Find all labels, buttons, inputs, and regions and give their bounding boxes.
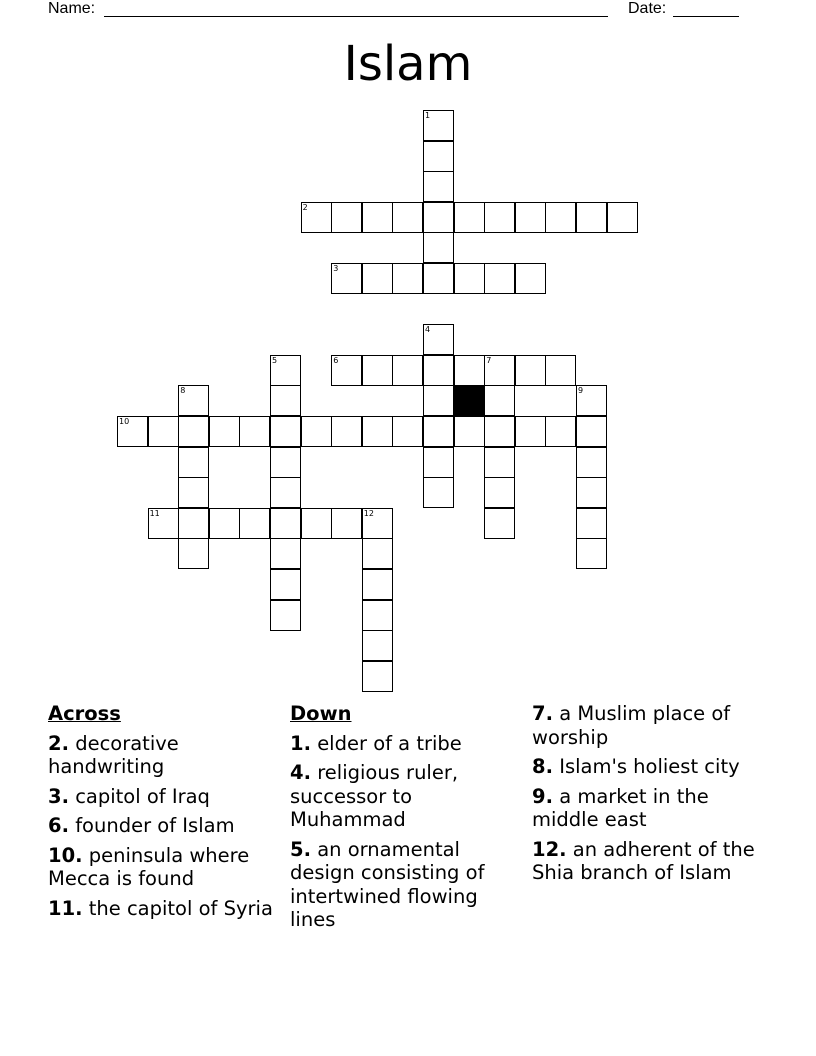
grid-cell[interactable] [576, 202, 607, 233]
grid-cell[interactable] [239, 508, 270, 539]
grid-cell[interactable] [545, 416, 576, 447]
cell-number: 5 [272, 355, 278, 365]
clue-text: peninsula where Mecca is found [48, 843, 250, 890]
grid-cell[interactable] [545, 202, 576, 233]
clue-down-1 [290, 732, 526, 756]
down-clues [290, 702, 526, 938]
cell-number: 9 [578, 386, 584, 396]
grid-cell[interactable] [270, 385, 301, 416]
grid-cell[interactable] [301, 508, 332, 539]
grid-cell[interactable] [362, 263, 393, 294]
grid-cell[interactable] [270, 447, 301, 478]
grid-cell[interactable] [392, 263, 423, 294]
cell-number: 7 [486, 355, 492, 365]
grid-cell[interactable] [484, 416, 515, 447]
down-heading: Down [290, 702, 352, 725]
grid-cell[interactable] [117, 416, 148, 447]
clue-number: 10. [48, 843, 83, 867]
grid-cell[interactable] [178, 385, 209, 416]
grid-cell[interactable] [576, 538, 607, 569]
grid-cell[interactable] [423, 324, 454, 355]
grid-cell[interactable] [392, 355, 423, 386]
grid-cell[interactable] [331, 355, 362, 386]
grid-cell[interactable] [209, 508, 240, 539]
clue-number: 11. [48, 896, 83, 920]
cell-number: 1 [425, 111, 431, 120]
clue-text: Islam's holiest city [559, 755, 740, 778]
grid-cell[interactable] [270, 416, 301, 447]
down-clues-continued [532, 702, 768, 891]
grid-cell[interactable] [423, 416, 454, 447]
grid-cell[interactable] [362, 416, 393, 447]
clue-text: founder of Islam [75, 814, 235, 837]
clue-text: the capitol of Syria [88, 896, 273, 920]
grid-cell[interactable] [331, 263, 362, 294]
clue-text: elder of a tribe [317, 731, 462, 755]
grid-cell[interactable] [484, 202, 515, 233]
clue-across-6 [48, 814, 284, 838]
grid-cell[interactable] [576, 447, 607, 478]
grid-cell[interactable] [239, 416, 270, 447]
clue-text: an ornamental design consisting of intertwined flowing lines [290, 837, 485, 931]
grid-cell[interactable] [392, 202, 423, 233]
grid-cell[interactable] [270, 538, 301, 569]
clue-down-5 [290, 838, 526, 932]
grid-cell[interactable] [576, 385, 607, 416]
clue-across-2 [48, 732, 284, 779]
grid-cell[interactable] [148, 508, 179, 539]
clue-number: 8. [532, 755, 553, 778]
grid-cell[interactable] [423, 110, 454, 141]
grid-cell[interactable] [454, 355, 485, 386]
grid-cell[interactable] [362, 661, 393, 692]
across-heading: Across [48, 702, 121, 725]
clue-number: 5. [290, 837, 311, 861]
grid-cell[interactable] [362, 202, 393, 233]
clue-down-7 [532, 702, 768, 749]
grid-cell[interactable] [270, 569, 301, 600]
grid-cell[interactable] [423, 202, 454, 233]
clue-number: 7. [532, 702, 553, 725]
cell-number: 3 [333, 264, 339, 273]
clue-number: 4. [290, 761, 311, 784]
clue-number: 1. [290, 731, 311, 755]
cell-number: 11 [149, 508, 160, 518]
grid-cell[interactable] [576, 416, 607, 447]
clue-text: a market in the middle east [532, 784, 709, 831]
grid-cell[interactable] [515, 202, 546, 233]
grid-cell[interactable] [331, 202, 362, 233]
clue-across-3 [48, 785, 284, 809]
grid-cell[interactable] [178, 416, 209, 447]
grid-cell[interactable] [362, 569, 393, 600]
grid-cell[interactable] [331, 416, 362, 447]
grid-cell[interactable] [484, 477, 515, 508]
grid-cell[interactable] [362, 355, 393, 386]
grid-cell[interactable] [484, 447, 515, 478]
grid-block [454, 385, 485, 416]
grid-cell[interactable] [515, 263, 546, 294]
grid-cell[interactable] [423, 263, 454, 294]
grid-cell[interactable] [270, 355, 301, 386]
grid-cell[interactable] [515, 416, 546, 447]
clue-number: 2. [48, 731, 69, 755]
grid-cell[interactable] [545, 355, 576, 386]
grid-cell[interactable] [484, 385, 515, 416]
grid-cell[interactable] [362, 508, 393, 539]
grid-cell[interactable] [484, 263, 515, 294]
clue-text: religious ruler, successor to Muhammad [290, 761, 459, 831]
grid-cell[interactable] [270, 477, 301, 508]
cell-number: 8 [180, 386, 186, 396]
grid-cell[interactable] [423, 232, 454, 263]
cell-number: 4 [425, 325, 431, 335]
grid-cell[interactable] [178, 447, 209, 478]
clue-text: a Muslim place of worship [532, 702, 731, 749]
grid-cell[interactable] [454, 263, 485, 294]
grid-cell[interactable] [178, 508, 209, 539]
grid-cell[interactable] [454, 202, 485, 233]
puzzle-title: Islam [343, 36, 473, 92]
clue-text: capitol of Iraq [75, 784, 210, 808]
grid-cell[interactable] [423, 171, 454, 202]
clue-across-11 [48, 897, 284, 921]
grid-cell[interactable] [148, 416, 179, 447]
clue-down-4 [290, 761, 526, 832]
clue-down-12 [532, 838, 768, 885]
clue-number: 9. [532, 784, 553, 808]
grid-cell[interactable] [576, 508, 607, 539]
cell-number: 12 [363, 508, 374, 518]
grid-cell[interactable] [362, 630, 393, 661]
date-label: Date: [628, 0, 667, 17]
grid-cell[interactable] [423, 141, 454, 172]
grid-cell[interactable] [301, 202, 332, 233]
grid-cell[interactable] [270, 600, 301, 631]
name-label: Name: [48, 0, 96, 17]
grid-cell[interactable] [362, 538, 393, 569]
grid-cell[interactable] [484, 355, 515, 386]
clue-text: an adherent of the Shia branch of Islam [532, 837, 755, 884]
across-clues [48, 702, 284, 926]
clue-text: decorative handwriting [48, 731, 179, 778]
grid-cell[interactable] [454, 416, 485, 447]
clue-down-8 [532, 755, 768, 779]
grid-cell[interactable] [270, 508, 301, 539]
grid-cell[interactable] [423, 355, 454, 386]
cell-number: 10 [119, 417, 130, 426]
grid-cell[interactable] [362, 600, 393, 631]
grid-cell[interactable] [423, 447, 454, 478]
grid-cell[interactable] [178, 538, 209, 569]
clue-down-9 [532, 785, 768, 832]
clue-across-10 [48, 844, 284, 891]
clue-number: 3. [48, 784, 69, 808]
grid-cell[interactable] [576, 477, 607, 508]
grid-cell[interactable] [423, 385, 454, 416]
grid-cell[interactable] [392, 416, 423, 447]
cell-number: 2 [302, 202, 308, 212]
grid-cell[interactable] [301, 416, 332, 447]
grid-cell[interactable] [331, 508, 362, 539]
clue-number: 6. [48, 814, 69, 837]
grid-cell[interactable] [515, 355, 546, 386]
grid-cell[interactable] [607, 202, 638, 233]
clue-number: 12. [532, 837, 567, 861]
grid-cell[interactable] [423, 477, 454, 508]
grid-cell[interactable] [484, 508, 515, 539]
grid-cell[interactable] [209, 416, 240, 447]
cell-number: 6 [333, 355, 339, 365]
grid-cell[interactable] [178, 477, 209, 508]
